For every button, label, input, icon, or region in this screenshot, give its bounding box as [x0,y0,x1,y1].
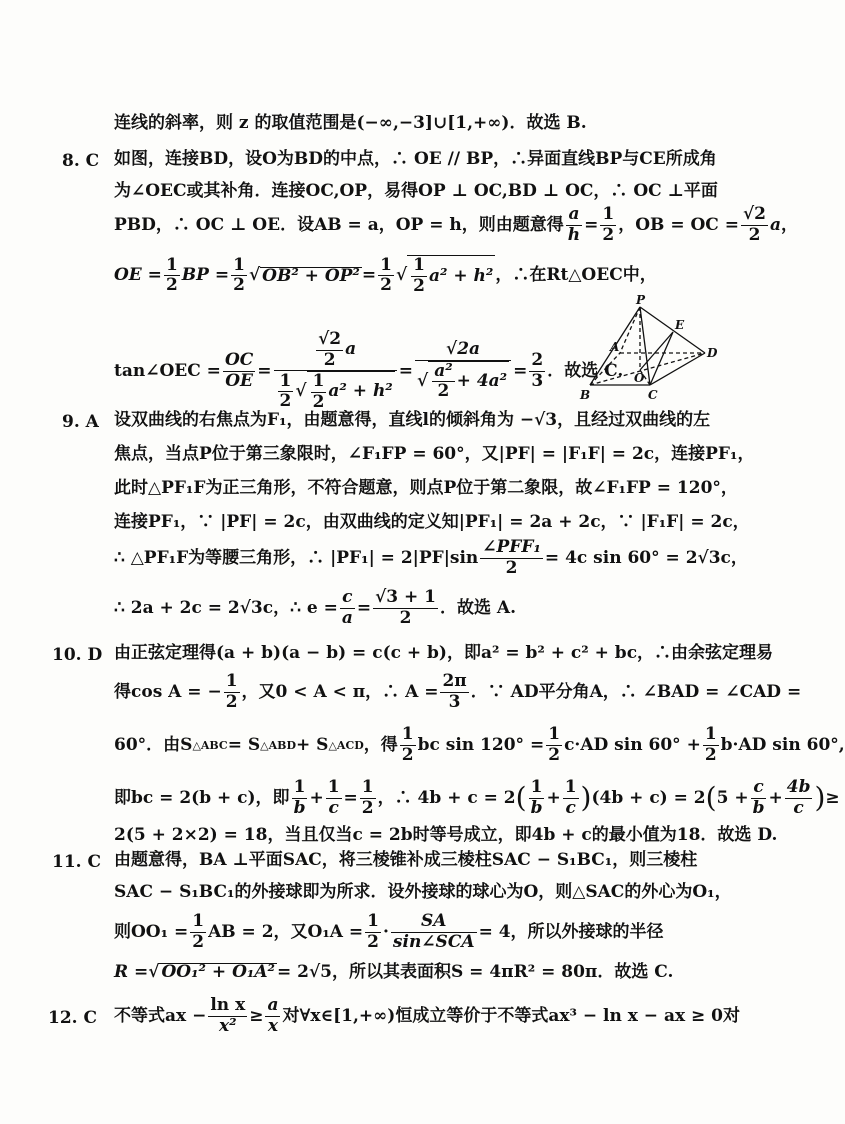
label-c: C [648,388,658,402]
fraction [316,330,343,370]
fraction [378,256,394,296]
fraction [391,912,477,952]
fraction [529,351,545,391]
label-p: P [636,293,646,307]
question-number: 8. C [62,151,100,171]
numerator: √3 + 1 [375,587,437,607]
text-segment: + S [296,734,329,755]
numerator: 1 [564,777,577,797]
question-number: 10. D [52,645,103,665]
edge-pa [620,307,640,353]
numerator: √2 [318,329,342,349]
denominator: x [265,1016,280,1037]
numerator: 1 [380,254,392,275]
text-line: 连线的斜率，则 z 的取值范围是(−∞,−3]∪[1,+∞)．故选 B. [114,113,587,133]
numerator [274,330,397,370]
edge-pd [640,307,705,353]
denominator: 2 [367,931,379,952]
fraction [785,778,813,818]
text-line [114,588,516,628]
fraction [440,672,468,712]
numerator: 1 [361,777,374,797]
question-number: 9. A [62,412,99,432]
text-line: 连接PF₁，∵ |PF| = 2c，由双曲线的定义知|PF₁| = 2a + 2c，∵ |F₁F| = 2c， [114,512,750,532]
denominator: 2 [279,391,292,412]
text-line: 由题意得，BA ⊥平面SAC，将三棱锥补成三棱柱SAC − S₁BC₁，则三棱柱 [114,850,698,870]
edge-ce [650,332,673,385]
text-segment: ，OB = OC = [618,214,739,235]
radicand [407,255,495,296]
text-segment: R = [114,961,149,982]
denominator: √ $\frac{\text{a²}}{2}$ + 4a² [415,360,511,402]
equals: = [361,265,377,286]
text-segment: a [345,339,357,360]
question-number: 11. C [52,852,102,872]
denominator: sin∠SCA [392,931,475,952]
ge-sign: ≥ [249,1005,264,1026]
numerator: 1 [530,777,543,797]
fraction [600,205,616,245]
text-segment: ，∴在Rt△OEC中， [495,265,657,286]
subscript: △ABC [192,738,228,752]
radicand: OO₁² + O₁A² [161,962,275,982]
numerator: 1 [312,371,325,392]
equals: = [343,787,358,808]
label-e: E [675,318,685,332]
equals: = [398,360,414,381]
text-segment: ．∵ AD平分角A，∴ ∠BAD = ∠CAD = [470,681,802,702]
ge-sign: ≥ [825,787,840,808]
fraction [703,725,719,765]
numerator: 1 [704,724,717,744]
text-line: 如图，连接BD，设O为BD的中点，∴ OE // BP，∴异面直线BP与CE所成角 [114,149,717,169]
text-line [114,538,748,578]
denominator: 2 [401,744,414,765]
fraction [480,538,543,578]
denominator: 2 [361,797,374,818]
numerator: √2 [743,204,767,224]
denominator: 2 [233,275,245,296]
numerator: a² [434,360,453,381]
text-segment: = S [227,734,261,755]
fraction [563,778,579,818]
fraction [432,362,454,402]
denominator: 2 [413,275,426,296]
text-segment: ∴ △PF₁F为等腰三角形，∴ |PF₁| = 2|PF|sin [114,547,479,568]
denominator: 2 [704,744,717,765]
label-o: O [634,371,645,385]
fraction [411,256,427,296]
text-line: 为∠OEC或其补角．连接OC,OP，易得OP ⊥ OC,BD ⊥ OC，∴ OC ⊥平面 [114,181,718,201]
text-line: 此时△PF₁F为正三角形，不符合题意，则点P位于第二象限，故∠F₁FP = 120°， [114,478,738,498]
equals: = [584,214,599,235]
numerator: 1 [367,911,379,931]
fraction [340,588,355,628]
fraction [751,778,767,818]
text-line: 则OO₁ = $\frac{1}{2}$ AB = 2，又O₁A = $\frac{1}{2}$ · $\frac{SA}{\text{sin∠SCA}}$ = 4，所以外接球的半径 [114,911,664,952]
text-segment: a² + h² [429,265,494,286]
text-segment: + 4a² [456,371,508,392]
text-segment: tan∠OEC = [114,360,221,381]
numerator: 1 [327,777,340,797]
denominator: b [752,797,765,818]
sqrt-sign: √ [248,265,261,286]
numerator: SA [421,911,447,931]
text-segment: = 4，所以外接球的半径 [478,921,664,942]
fraction [415,340,511,402]
text-segment: 得cos A = − [114,681,222,702]
denominator: a [341,607,353,628]
text-line [114,330,623,412]
denominator: c [563,798,579,819]
numerator: a [267,995,279,1015]
text-segment: ，又0 < A < π，∴ A = [241,681,439,702]
text-line: 焦点，当点P位于第三象限时，∠F₁FP = 60°，又|PF| = |F₁F| = 2c，连接PF₁， [114,444,755,464]
text-segment: ，∴ 4b + c = 2 [377,787,516,808]
fraction [373,588,438,628]
denominator: 2 [225,691,238,712]
label-b: B [580,388,591,402]
label-a: A [610,340,620,354]
denominator: 2 [432,381,454,402]
numerator: 1 [192,911,205,931]
denominator: 2 [373,608,438,629]
denominator: 2 [480,558,543,579]
fraction [400,725,416,765]
text-line: 2(5 + 2×2) = 18，当且仅当c = 2b时等号成立，即4b + c的最小值为18．故选 D. [114,825,778,845]
equals: = [257,360,272,381]
subscript: △ACD [328,738,364,752]
fraction [224,672,240,712]
text-segment: 即bc = 2(b + c)，即 [114,787,290,808]
numerator: 1 [401,724,414,744]
text-segment: AB = 2，又O₁A = [208,921,364,942]
text-segment: a² + h² [328,381,393,402]
text-segment: ．故选 C. [547,360,624,381]
denominator: h [567,224,581,245]
denominator: 2 [312,391,325,412]
sqrt-sign: √ [148,961,160,982]
denominator: c [326,798,342,819]
text-segment: ∴ 2a + 2c = 2√3c，∴ e = [114,597,338,618]
text-segment: 则OO₁ = [114,921,189,942]
text-line [114,725,845,765]
fraction [265,996,280,1036]
fraction [360,778,376,818]
radicand [428,361,509,402]
fraction [164,256,180,296]
numerator: 1 [165,254,178,275]
fraction [741,205,768,245]
text-line [114,996,740,1036]
denominator: 2 [316,350,343,371]
text-segment: OE = [114,265,162,286]
text-segment: = 2√5，所以其表面积S = 4πR² = 80π．故选 C. [276,961,674,982]
denominator: 2 [741,225,768,246]
fraction [231,256,247,296]
sqrt-sign: √ [395,265,408,286]
numerator: 1 [279,370,292,391]
radicand: OB² + OP² [262,265,360,286]
numerator: 1 [413,255,426,275]
denominator: 3 [531,370,544,391]
numerator: OC [224,350,254,371]
numerator: 1 [293,777,306,797]
denominator: 2 [380,275,392,296]
text-segment: BP = [181,265,230,286]
numerator: ∠PFF₁ [482,537,541,557]
text-segment: bc sin 120° = [417,734,545,755]
text-line: PBD，∴ OC ⊥ OE．设AB = a，OP = h，则由题意得 $\frac{a}{h}$ = $\frac{1}{2}$ ，OB = OC = $\frac{√2}{2}$ a ， [114,204,799,245]
denominator: x² [208,1016,247,1037]
text-line [114,672,801,712]
numerator: c [753,777,764,797]
plus: + [768,787,783,808]
fraction [274,330,397,412]
fraction [529,778,545,818]
text-segment: ．故选 A. [440,597,517,618]
denominator: c [785,798,813,819]
numerator: a [568,204,580,224]
text-segment: ，得 [363,734,398,755]
numerator: 1 [225,671,238,691]
denominator: 2 [165,275,178,296]
fraction [223,351,255,391]
denominator: b [530,797,543,818]
text-line: 设双曲线的右焦点为F₁，由题意得，直线l的倾斜角为 −√3，且经过双曲线的左 [114,410,711,430]
fraction [278,372,294,412]
text-segment: b·AD sin 60°, [720,734,845,755]
text-line [114,963,673,981]
variable: a [770,214,782,235]
denominator: b [293,797,306,818]
plus: + [546,787,561,808]
numerator: 4b [786,777,811,797]
text-line [114,255,657,296]
text-line: SAC − S₁BC₁的外接球即为所求．设外接球的球心为O，则△SAC的外心为O₁， [114,882,732,902]
fraction [365,912,381,952]
denominator: 2 [602,224,615,245]
numerator: ln x [210,995,246,1015]
radicand [307,371,395,412]
numerator: 2 [531,350,544,371]
equals: = [356,597,372,618]
question-number: 12. C [48,1008,98,1028]
fraction [311,372,327,412]
fraction [326,778,342,818]
denominator: $\frac{1}{2}$ √ $\frac{1}{2}$ a² + h² [274,370,397,412]
numerator: 2π [442,671,467,691]
pyramid-figure [580,295,720,405]
denominator: OE [223,371,255,392]
edge-eo [640,332,673,370]
denominator: 3 [440,692,468,713]
numerator: c [342,587,353,607]
text-segment: PBD，∴ OC ⊥ OE．设AB = a，OP = h，则由题意得 [114,214,564,235]
numerator: 1 [233,254,245,275]
fraction [566,205,582,245]
denominator: 2 [192,931,205,952]
text-segment: 60°．由S [114,734,193,755]
numerator: 1 [602,204,615,224]
text-segment: = 4c sin 60° = 2√3c， [544,547,748,568]
text-segment: 5 + [716,787,749,808]
fraction [546,725,562,765]
fraction [292,778,308,818]
text-segment: 对∀x∈[1,+∞)恒成立等价于不等式ax³ − ln x − ax ≥ 0对 [282,1005,741,1026]
text-segment: c·AD sin 60° + [564,734,701,755]
plus: + [309,787,324,808]
text-segment: 不等式ax − [114,1005,207,1026]
denominator: 2 [548,744,561,765]
fraction [208,996,247,1036]
numerator: 1 [548,724,561,744]
text-line: 由正弦定理得(a + b)(a − b) = c(c + b)，即a² = b² + c² + bc，∴由余弦定理易 [114,643,774,663]
subscript: △ABD [260,738,296,752]
label-d: D [707,346,718,360]
edge-cd [650,353,705,385]
variable: b [798,777,811,797]
fraction [190,912,206,952]
equals: = [513,360,528,381]
numerator: √2a [446,339,481,360]
text-line: 即bc = 2(b + c)，即 $\frac{1}{b}$ + $\frac{1}{c}$ = $\frac{1}{2}$ ，∴ 4b + c = 2 ( $\frac{1}{b}$ + $\frac{1}{c}$ ) (4b + c) = 2 ( 5 + $\frac{c}{b}$ + $\frac{4b}{c}$ ) ≥ [114,777,840,818]
text-segment: (4b + c) = 2 [591,787,706,808]
